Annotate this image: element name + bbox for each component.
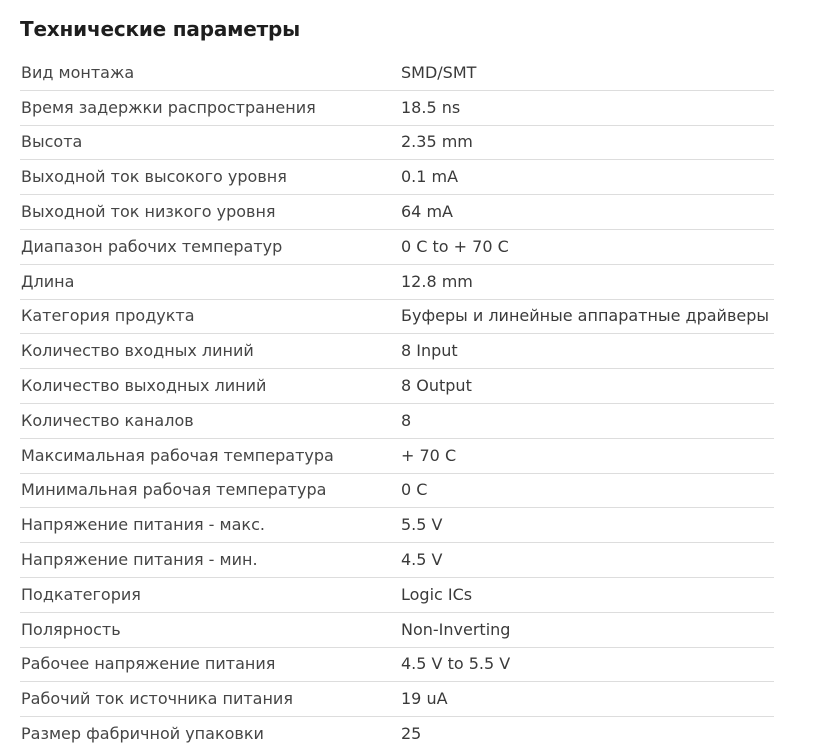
spec-value: Non-Inverting: [401, 612, 774, 647]
tech-specs-section: [20, 0, 773, 751]
spec-row: [20, 577, 774, 612]
spec-value: 25: [401, 724, 422, 744]
spec-row: [20, 195, 774, 230]
spec-row: [20, 508, 774, 543]
spec-value: 8: [401, 403, 774, 438]
spec-name: Минимальная рабочая температура: [20, 473, 401, 508]
spec-row: [20, 682, 774, 717]
spec-value: 0 C: [401, 473, 774, 508]
specs-table-body: [20, 56, 774, 751]
spec-row: [20, 160, 774, 195]
spec-name: Выходной ток высокого уровня: [20, 160, 401, 195]
spec-value: + 70 C: [401, 438, 774, 473]
spec-row: [20, 403, 774, 438]
spec-row: [20, 229, 774, 264]
spec-row: [20, 264, 774, 299]
spec-name: Выходной ток низкого уровня: [20, 195, 401, 230]
spec-row: [20, 125, 774, 160]
spec-row: [20, 612, 774, 647]
spec-value: 12.8 mm: [401, 264, 774, 299]
spec-name: Полярность: [20, 612, 401, 647]
spec-value: SMD/SMT: [401, 56, 774, 90]
spec-row: [20, 90, 774, 125]
spec-value: 64 mA: [401, 195, 774, 230]
section-title: Технические параметры: [20, 17, 301, 41]
spec-row: [20, 543, 774, 578]
spec-row: [20, 56, 774, 90]
spec-row: [20, 299, 774, 334]
specs-table: [20, 56, 774, 751]
spec-value: 19 uA: [401, 682, 774, 717]
spec-name: Размер фабричной упаковки: [21, 724, 264, 744]
spec-name: Количество каналов: [20, 403, 401, 438]
spec-row: [20, 334, 774, 369]
spec-row: [20, 438, 774, 473]
spec-name: Подкатегория: [20, 577, 401, 612]
spec-value: 2.35 mm: [401, 125, 774, 160]
spec-name: Диапазон рабочих температур: [20, 229, 401, 264]
spec-name: Рабочий ток источника питания: [20, 682, 401, 717]
spec-value: 4.5 V: [401, 543, 774, 578]
spec-value: Буферы и линейные аппаратные драйверы: [401, 299, 774, 334]
spec-name: Напряжение питания - мин.: [20, 543, 401, 578]
spec-value: 5.5 V: [401, 508, 774, 543]
spec-value: 0.1 mA: [401, 160, 774, 195]
spec-value: 8 Input: [401, 334, 774, 369]
spec-value: 18.5 ns: [401, 90, 774, 125]
spec-name: Количество выходных линий: [20, 369, 401, 404]
spec-row: [20, 473, 774, 508]
spec-name: Время задержки распространения: [20, 90, 401, 125]
spec-name: Рабочее напряжение питания: [20, 647, 401, 682]
spec-name: Максимальная рабочая температура: [20, 438, 401, 473]
spec-name: Напряжение питания - макс.: [20, 508, 401, 543]
spec-value: 8 Output: [401, 369, 774, 404]
spec-name: Вид монтажа: [20, 56, 401, 90]
spec-name: Категория продукта: [20, 299, 401, 334]
spec-value: 0 C to + 70 C: [401, 229, 774, 264]
spec-name: Высота: [20, 125, 401, 160]
spec-row: [20, 647, 774, 682]
spec-name: Количество входных линий: [20, 334, 401, 369]
spec-value: Logic ICs: [401, 577, 774, 612]
spec-row: [20, 369, 774, 404]
spec-name: Длина: [20, 264, 401, 299]
spec-value: 4.5 V to 5.5 V: [401, 647, 774, 682]
spec-row: [20, 717, 774, 751]
